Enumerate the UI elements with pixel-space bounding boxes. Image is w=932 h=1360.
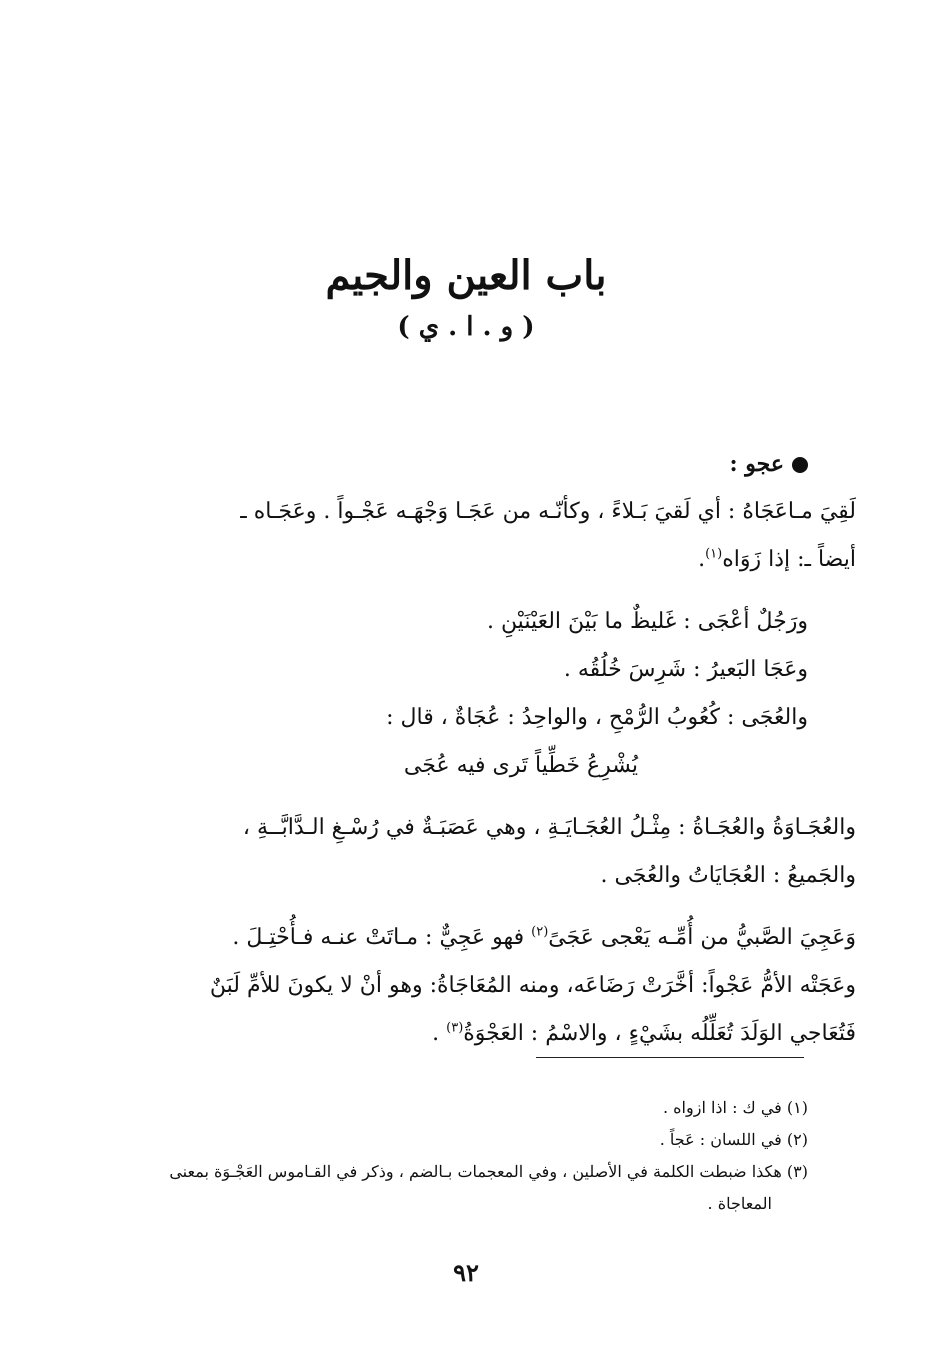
definition-1: ورَجُلٌ أعْجَى : غَليظٌ ما بَيْنَ العَيْنَيْنِ . [486,609,808,634]
chapter-root-letters: ( و . ا . ي ) [397,312,535,342]
bullet-icon [792,457,808,473]
poetry-verse: يُشْرِعُ خَطِّياً تَرى فيه عُجَى [403,753,638,778]
footnote-3 [108,1156,808,1220]
footnote-2-text: في اللسان : عَجاً . [659,1130,782,1149]
footnote-1-text: في ك : اذا ازواه . [662,1098,782,1117]
entry-heading [108,440,808,488]
footnote-3-continuation: المعاجاة . [707,1194,772,1213]
footnote-1 [108,1092,808,1124]
paragraph-1-line-2: أيضاً ـ: إذا زَوَاه [722,547,856,572]
footnote-3-number: (٣) [786,1162,808,1181]
paragraph-2-line-2: والجَميعُ : العُجَايَاتُ والعُجَى . [600,863,856,888]
paragraph-1 [108,488,856,584]
footnote-2 [108,1124,808,1156]
footnote-divider [536,1057,804,1058]
paragraph-3-line-1a: وَعَجِيَ الصَّبيُّ من أُمِّـه يَعْجى عَجَىً [548,925,856,950]
paragraph-1-tail: . [698,547,706,572]
paragraph-2-line-1: والعُجَـاوَةُ والعُجَـاةُ : مِثْـلُ العُجَـايَـةِ ، وهي عَصَبَـةٌ في رُسْـغِ الـدَّابَّــةِ ، [242,815,856,840]
chapter-title: باب العين والجيم [325,252,607,299]
entry-body [108,440,856,1058]
paragraph-2 [108,804,856,900]
footnote-marker-2: (٢) [531,924,549,940]
definition-3: والعُجَى : كُعُوبُ الرُّمْحِ ، والواحِدُ : عُجَاةٌ ، قال : [386,705,808,730]
paragraph-3-line-3a: فَتُعَاجي الوَلَدَ تُعَلِّلُه بشَيْءٍ ، والاسْمُ : العَجْوَةُ [463,1021,856,1046]
footnote-2-number: (٢) [786,1130,808,1149]
paragraph-3 [108,914,856,1058]
paragraph-3-line-2: وعَجَتْه الأمُّ عَجْواً: أخَّرَتْ رَضَاعَه، ومنه المُعَاجَاةُ: وهو أنْ لا يكونَ للأمِّ لَبَنٌ [209,973,856,998]
entry-heading-text: عجو : [729,451,784,477]
paragraph-3-line-1b: فهو عَجِيٌّ : مـاتَتْ عنـه فـأُحْتِـلَ . [232,925,532,950]
paragraph-1-line-1: لَقِيَ مـاعَجَاهُ : أي لَقيَ بَـلاءً ، وكأنّـه من عَجَـا وَجْهَـه عَجْـواً . وعَجَـاه ـ [240,499,856,524]
page-number: ٩٢ [453,1258,479,1287]
footnote-marker-3: (٣) [446,1020,464,1036]
footnotes [108,1092,808,1220]
footnote-3-text: هكذا ضبطت الكلمة في الأصلين ، وفي المعجمات بـالضم ، وذكر في القـاموس العَجْـوَة بمعنى [169,1162,782,1181]
footnote-marker-1: (١) [705,546,723,562]
definition-2: وعَجَا البَعيرُ : شَرِسَ خُلُقُه . [563,657,808,682]
paragraph-3-line-3b: . [432,1021,447,1046]
footnote-1-number: (١) [786,1098,808,1117]
